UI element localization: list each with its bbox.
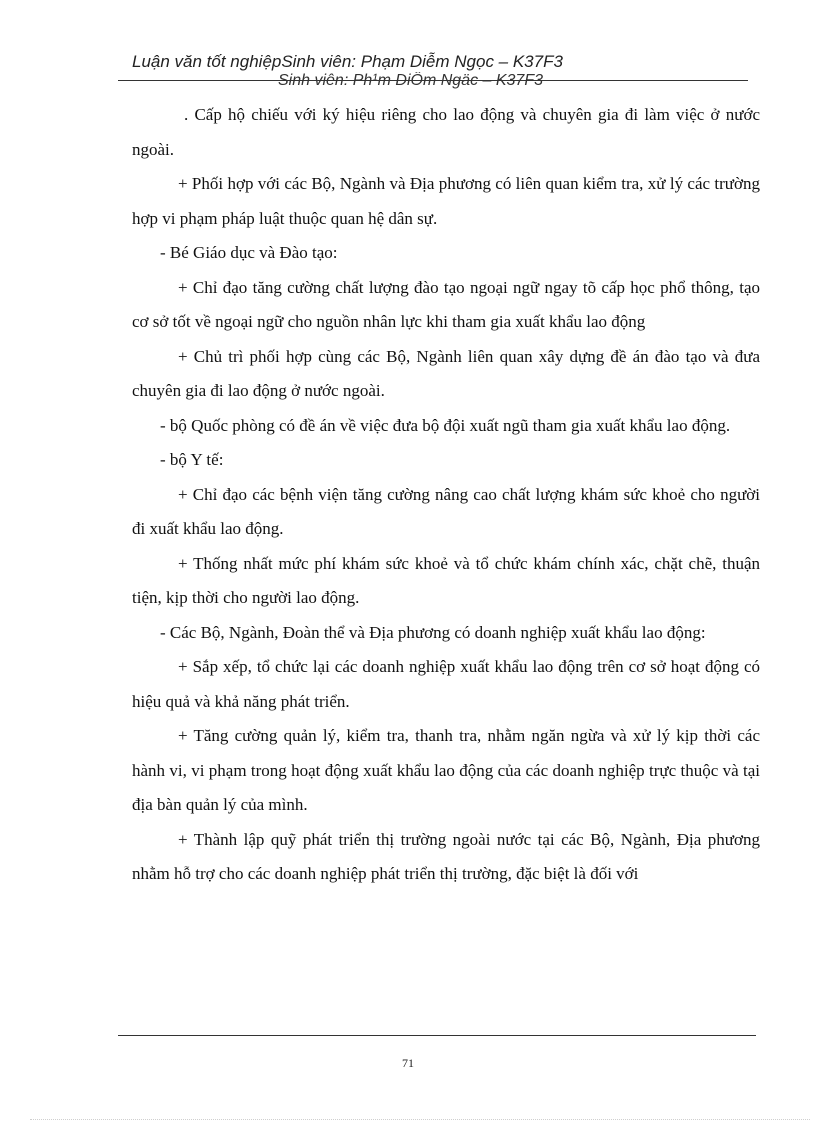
running-header: Luận văn tốt nghiệpSinh viên: Phạm Diễm Ngọc – K37F3 — [132, 52, 563, 71]
page-bottom-dotted-edge — [30, 1119, 810, 1120]
paragraph: + Sắp xếp, tổ chức lại các doanh nghiệp xuất khẩu lao động trên cơ sở hoạt động có hiệu quả và khả năng phát triển. — [132, 657, 760, 711]
section-heading: - Bé Giáo dục và Đào tạo: — [160, 243, 338, 262]
header-divider — [118, 80, 748, 81]
paragraph: + Thành lập quỹ phát triển thị trường ngoài nước tại các Bộ, Ngành, Địa phương nhằm hỗ trợ cho các doanh nghiệp phát triển thị trường, đặc biệt là đối với — [132, 829, 760, 883]
paragraph: + Tăng cường quản lý, kiểm tra, thanh tra, nhằm ngăn ngừa và xử lý kịp thời các hành vi, vi phạm trong hoạt động xuất khẩu lao động của các doanh nghiệp trực thuộc và tại địa bàn quản lý của mình. — [132, 726, 760, 814]
paragraph: . Cấp hộ chiếu với ký hiệu riêng cho lao động và chuyên gia đi làm việc ở nước ngoài. — [132, 105, 760, 159]
paragraph: - bộ Quốc phòng có đề án về việc đưa bộ đội xuất ngũ tham gia xuất khẩu lao động. — [160, 415, 731, 435]
paragraph: + Chủ trì phối hợp cùng các Bộ, Ngành liên quan xây dựng đề án đào tạo và đưa chuyên gia đi lao động ở nước ngoài. — [132, 346, 760, 400]
footer-divider — [118, 1035, 756, 1036]
paragraph: + Chỉ đạo tăng cường chất lượng đào tạo ngoại ngữ ngay tõ cấp học phổ thông, tạo cơ sở tốt về ngoại ngữ cho nguồn nhân lực khi tham gia xuất khẩu lao động — [132, 277, 760, 331]
paragraph: + Chỉ đạo các bệnh viện tăng cường nâng cao chất lượng khám sức khoẻ cho người đi xuất khẩu lao động. — [132, 484, 760, 538]
running-header-garbled: Sinh viên: Ph¹m DiÔm Ngäc – K37F3 — [278, 72, 543, 89]
section-heading: - bộ Y tế: — [160, 450, 224, 469]
paragraph: + Phối hợp với các Bộ, Ngành và Địa phương có liên quan kiểm tra, xử lý các trường hợp vi phạm pháp luật thuộc quan hệ dân sự. — [132, 174, 760, 228]
paragraph: + Thống nhất mức phí khám sức khoẻ và tổ chức khám chính xác, chặt chẽ, thuận tiện, kịp thời cho người lao động. — [132, 553, 760, 607]
page-number: 71 — [402, 1056, 414, 1070]
body-text — [132, 98, 760, 892]
section-heading: - Các Bộ, Ngành, Đoàn thể và Địa phương có doanh nghiệp xuất khẩu lao động: — [160, 622, 706, 642]
